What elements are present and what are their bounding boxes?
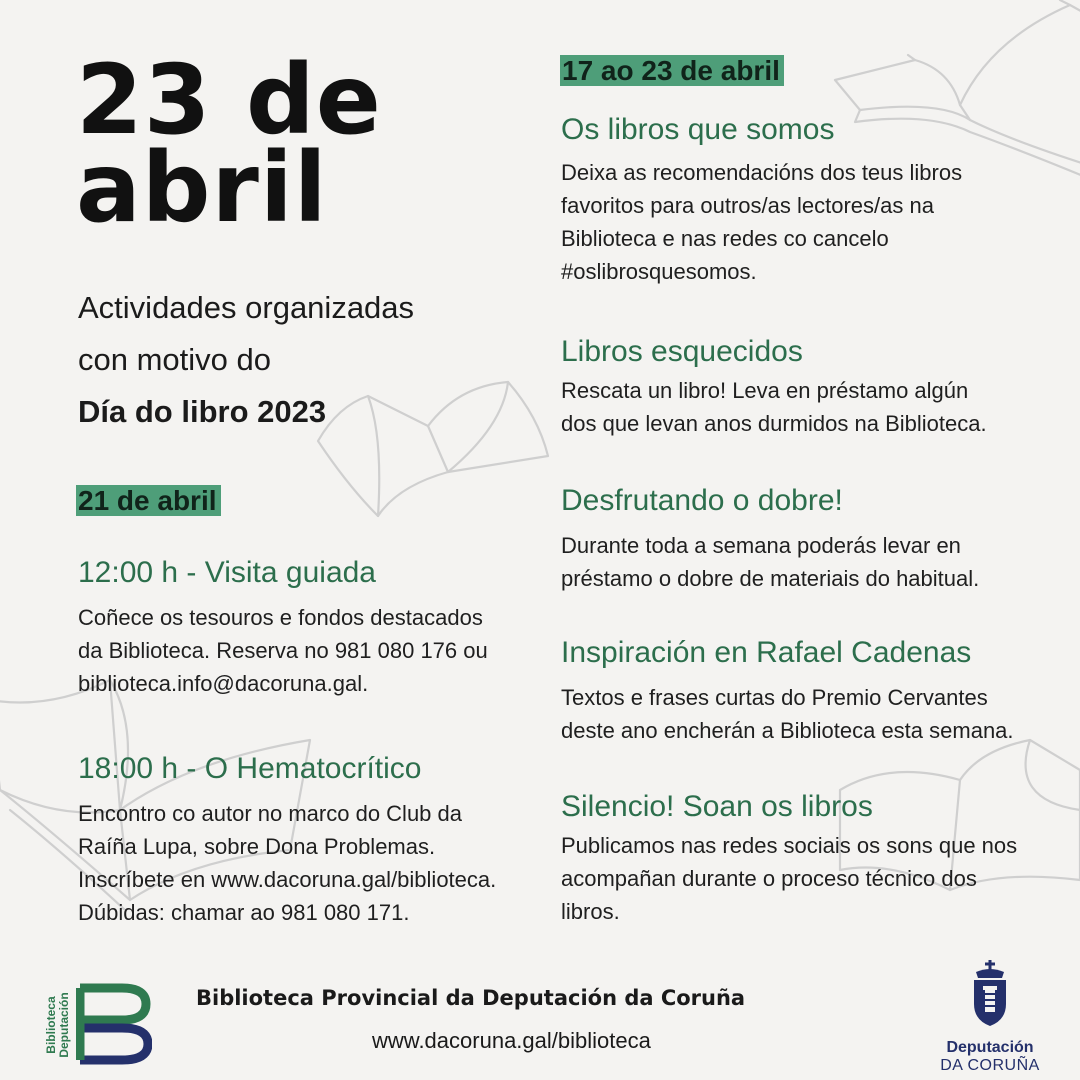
- event-title: 12:00 h - Visita guiada: [78, 556, 376, 589]
- event-visita-guiada: [78, 553, 538, 700]
- event-line: acompañan durante o proceso técnico dos: [561, 866, 977, 891]
- event-description: [78, 601, 538, 700]
- footer-url[interactable]: www.dacoruna.gal/biblioteca: [372, 1028, 651, 1053]
- event-line: favoritos para outros/as lectores/as na: [561, 193, 934, 218]
- event-hematocritico: [78, 749, 558, 929]
- event-os-libros-que-somos: [561, 110, 1061, 288]
- event-silencio-soan-os-libros: [561, 787, 1061, 928]
- date-tag-label: 17 ao 23 de abril: [560, 55, 784, 86]
- library-logo-line: Biblioteca: [44, 996, 58, 1054]
- event-title: Silencio! Soan os libros: [561, 790, 873, 823]
- intro-highlight: Día do libro 2023: [78, 394, 327, 429]
- intro-text: [78, 282, 414, 438]
- event-title: Inspiración en Rafael Cadenas: [561, 636, 972, 669]
- event-line: Encontro co autor no marco do Club da: [78, 801, 463, 826]
- event-line: Publicamos nas redes sociais os sons que nos: [561, 833, 1018, 858]
- event-libros-esquecidos: [561, 332, 1061, 440]
- event-line: Deixa as recomendacións dos teus libros: [561, 160, 963, 185]
- event-line: préstamo o dobre de materiais do habitual.: [561, 566, 980, 591]
- deputacion-crest-icon: [968, 958, 1012, 1030]
- event-line: Coñece os tesouros e fondos destacados: [78, 605, 483, 630]
- event-title: 18:00 h - O Hematocrítico: [78, 752, 422, 785]
- event-line: dos que levan anos durmidos na Biblioteca.: [561, 411, 987, 436]
- event-line: Raíña Lupa, sobre Dona Problemas.: [78, 834, 436, 859]
- event-rafael-cadenas: [561, 633, 1061, 747]
- deputacion-logo-line1: Deputación: [946, 1039, 1034, 1056]
- event-description: [561, 529, 1061, 595]
- intro-line: Actividades organizadas: [78, 290, 415, 325]
- library-logo-line: Deputación: [57, 992, 71, 1058]
- event-line: biblioteca.info@dacoruna.gal.: [78, 671, 369, 696]
- event-line: Inscríbete en www.dacoruna.gal/biblioteca.: [78, 867, 497, 892]
- event-title: Desfrutando o dobre!: [561, 484, 843, 517]
- event-description: [78, 797, 558, 929]
- event-title: Os libros que somos: [561, 113, 835, 146]
- event-line: Rescata un libro! Leva en préstamo algún: [561, 378, 969, 403]
- event-line: libros.: [561, 899, 620, 924]
- headline-line: 23 de: [76, 44, 382, 156]
- event-title: Libros esquecidos: [561, 335, 803, 368]
- library-logo: [36, 982, 156, 1066]
- footer-title: Biblioteca Provincial da Deputación da Coruña: [196, 986, 746, 1010]
- date-tag-label: 21 de abril: [76, 485, 221, 516]
- event-line: deste ano encherán a Biblioteca esta semana.: [561, 718, 1014, 743]
- event-line: #oslibrosquesomos.: [561, 259, 757, 284]
- event-description: [561, 374, 1061, 440]
- date-tag: [76, 482, 221, 520]
- event-line: da Biblioteca. Reserva no 981 080 176 ou: [78, 638, 488, 663]
- event-description: [561, 156, 1061, 288]
- headline-line: abril: [76, 132, 328, 244]
- event-description: [561, 829, 1061, 928]
- deputacion-logo-line2: DA CORUÑA: [940, 1057, 1040, 1074]
- event-line: Dúbidas: chamar ao 981 080 171.: [78, 900, 410, 925]
- deputacion-logo: [930, 958, 1050, 1078]
- event-desfrutando-o-dobre: [561, 481, 1061, 595]
- library-logo-text: [45, 985, 71, 1065]
- intro-line: con motivo do: [78, 342, 271, 377]
- event-line: Durante toda a semana poderás levar en: [561, 533, 961, 558]
- library-logo-icon: [76, 982, 152, 1066]
- event-line: Biblioteca e nas redes co cancelo: [561, 226, 889, 251]
- event-line: Textos e frases curtas do Premio Cervantes: [561, 685, 988, 710]
- headline: [76, 44, 382, 244]
- event-description: [561, 681, 1061, 747]
- date-tag: [560, 52, 784, 90]
